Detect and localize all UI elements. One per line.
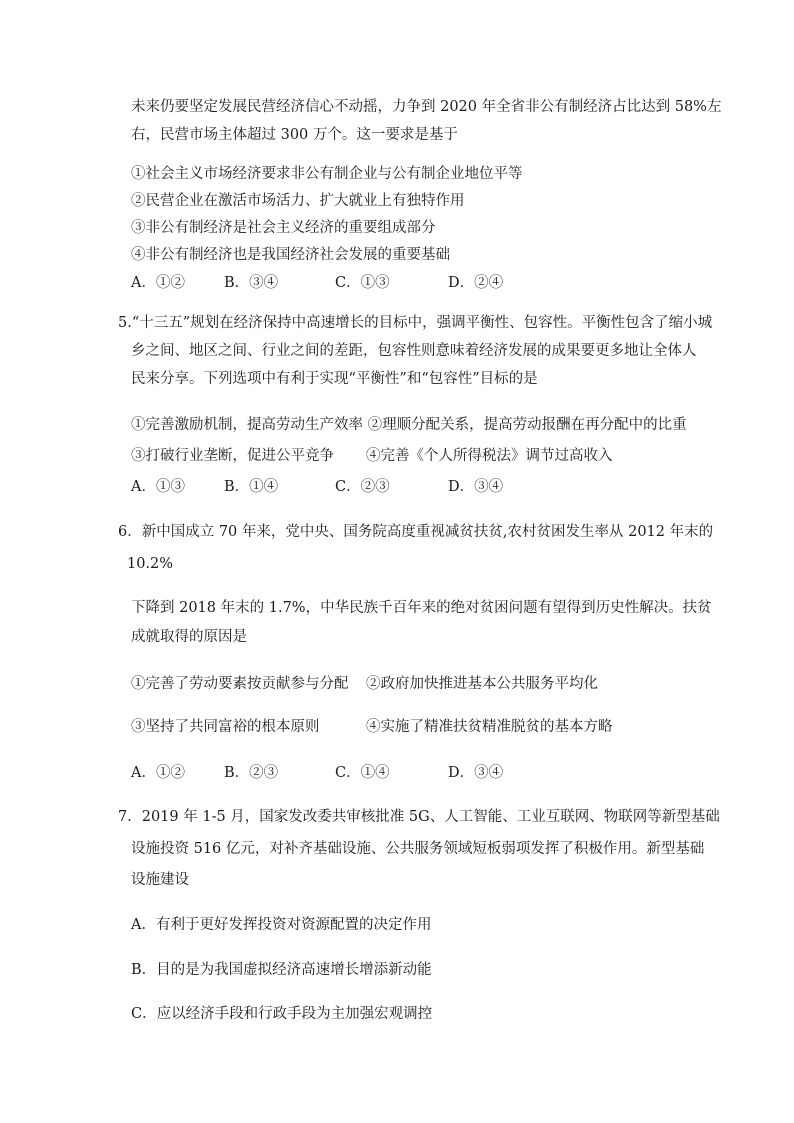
q4-item-2: ②民营企业在激活市场活力、扩大就业上有独特作用 (131, 193, 465, 209)
q5-stem-line-1: 5.“十三五”规划在经济保持中高速增长的目标中，强调平衡性、包容性。平衡性包含了缩小城 (118, 315, 713, 331)
q5-item-row-1: ①完善激励机制，提高劳动生产效率 ②理顺分配关系，提高劳动报酬在再分配中的比重 (131, 417, 687, 433)
q4-option-a: A．①② (131, 275, 185, 291)
q6-option-b: B．②③ (224, 765, 279, 781)
q4-item-3: ③非公有制经济是社会主义经济的重要组成部分 (131, 220, 436, 236)
q5-option-d: D．③④ (448, 479, 504, 495)
q6-item-1: ①完善了劳动要素按贡献参与分配 (131, 676, 349, 692)
q7-option-b: B．目的是为我国虚拟经济高速增长增添新动能 (131, 962, 432, 978)
q4-option-d: D．②④ (448, 275, 504, 291)
q7-stem-line-3: 设施建设 (131, 872, 189, 888)
q4-item-1: ①社会主义市场经济要求非公有制企业与公有制企业地位平等 (131, 166, 523, 182)
q6-stem-line-1: 6．新中国成立 70 年来，党中央、国务院高度重视减贫扶贫,农村贫困发生率从 2012 年末的 (118, 524, 714, 540)
q6-stem-line-3: 下降到 2018 年末的 1.7%，中华民族千百年来的绝对贫困问题有望得到历史性解决。扶贫 (131, 600, 712, 616)
q6-stem-line-4: 成就取得的原因是 (131, 629, 247, 645)
q7-stem-line-2: 设施投资 516 亿元，对补齐基础设施、公共服务领域短板弱项发挥了积极作用。新型基础 (131, 841, 705, 857)
q5-stem-line-2: 乡之间、地区之间、行业之间的差距，包容性则意味着经济发展的成果要更多地让全体人 (131, 343, 697, 359)
q5-option-a: A．①③ (131, 479, 185, 495)
q6-option-d: D．③④ (448, 765, 504, 781)
q5-option-c: C．②③ (335, 479, 390, 495)
q6-item-4: ④实施了精准扶贫精准脱贫的基本方略 (366, 719, 613, 735)
q5-item-3: ③打破行业垄断，促进公平竞争 (131, 448, 334, 464)
q4-stem-line-1: 未来仍要坚定发展民营经济信心不动摇，力争到 2020 年全省非公有制经济占比达到 58%左 (131, 99, 722, 115)
q6-item-3: ③坚持了共同富裕的根本原则 (131, 719, 320, 735)
q5-item-4: ④完善《个人所得税法》调节过高收入 (366, 448, 613, 464)
q5-stem-line-3: 民来分享。下列选项中有利于实现“平衡性”和“包容性”目标的是 (131, 371, 538, 387)
q7-option-a: A．有利于更好发挥投资对资源配置的决定作用 (131, 917, 432, 933)
q6-stem-line-2: 10.2% (127, 556, 174, 572)
q4-item-4: ④非公有制经济也是我国经济社会发展的重要基础 (131, 247, 450, 263)
q4-option-b: B．③④ (224, 275, 279, 291)
q4-stem-line-2: 右，民营市场主体超过 300 万个。这一要求是基于 (131, 127, 458, 143)
q7-option-c: C．应以经济手段和行政手段为主加强宏观调控 (131, 1006, 433, 1022)
q6-option-a: A．①② (131, 765, 185, 781)
q4-option-c: C．①③ (335, 275, 390, 291)
q6-item-2: ②政府加快推进基本公共服务平均化 (366, 676, 598, 692)
q7-stem-line-1: 7．2019 年 1-5 月，国家发改委共审核批准 5G、人工智能、工业互联网、物联网等新型基础 (118, 809, 720, 825)
q5-option-b: B．①④ (224, 479, 279, 495)
q6-option-c: C．①④ (335, 765, 390, 781)
